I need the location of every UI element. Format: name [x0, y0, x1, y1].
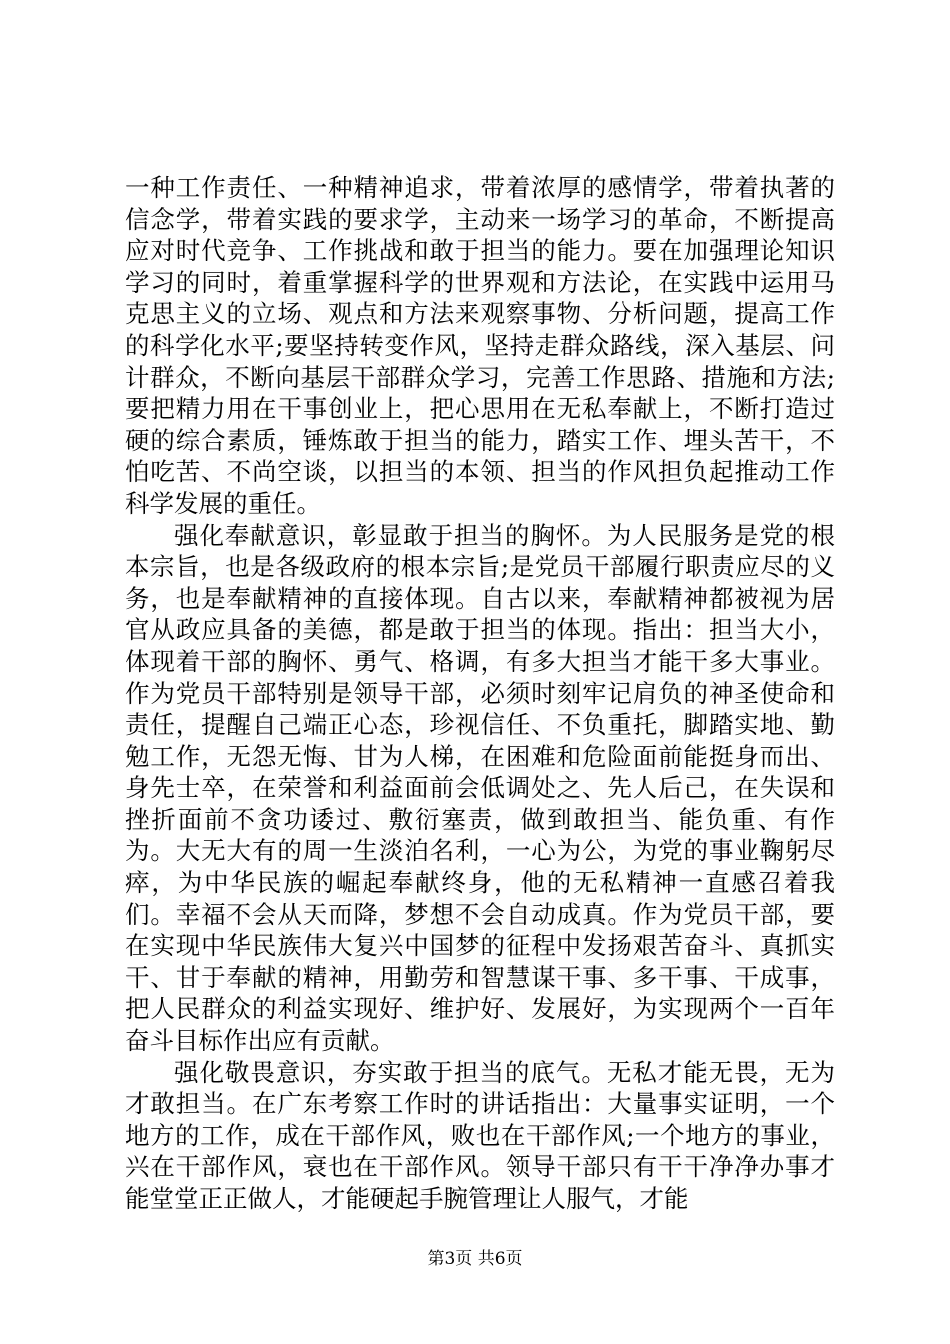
paragraph-2: 强化奉献意识，彰显敢于担当的胸怀。为人民服务是党的根本宗旨，也是各级政府的根本宗旨;是党员干部履行职责应尽的义务，也是奉献精神的直接体现。自古以来，奉献精神都被视为居官从政应具备的美德，都是敢于担当的体现。指出：担当大小，体现着干部的胸怀、勇气、格调，有多大担当才能干多大事业。作为党员干部特别是领导干部，必须时刻牢记肩负的神圣使命和责任，提醒自己端正心态，珍视信任、不负重托，脚踏实地、勤勉工作，无怨无悔、甘为人梯，在困难和危险面前能挺身而出、身先士卒，在荣誉和利益面前会低调处之、先人后己，在失误和挫折面前不贪功诿过、敷衍塞责，做到敢担当、能负重、有作为。大无大有的周一生淡泊名利，一心为公，为党的事业鞠躬尽瘁，为中华民族的崛起奉献终身，他的无私精神一直感召着我们。幸福不会从天而降，梦想不会自动成真。作为党员干部，要在实现中华民族伟大复兴中国梦的征程中发扬艰苦奋斗、真抓实干、甘于奉献的精神，用勤劳和智慧谋干事、多干事、干成事，把人民群众的利益实现好、维护好、发展好，为实现两个一百年奋斗目标作出应有贡献。 — [125, 520, 835, 1056]
paragraph-1: 一种工作责任、一种精神追求，带着浓厚的感情学，带着执著的信念学，带着实践的要求学，主动来一场学习的革命，不断提高应对时代竞争、工作挑战和敢于担当的能力。要在加强理论知识学习的同时，着重掌握科学的世界观和方法论，在实践中运用马克思主义的立场、观点和方法来观察事物、分析问题，提高工作的科学化水平;要坚持转变作风，坚持走群众路线，深入基层、问计群众，不断向基层干部群众学习，完善工作思路、措施和方法;要把精力用在干事创业上，把心思用在无私奉献上，不断打造过硬的综合素质，锤炼敢于担当的能力，踏实工作、埋头苦干，不怕吃苦、不尚空谈，以担当的本领、担当的作风担负起推动工作科学发展的重任。 — [125, 173, 835, 518]
paragraph-3: 强化敬畏意识，夯实敢于担当的底气。无私才能无畏，无为才敢担当。在广东考察工作时的讲话指出：大量事实证明，一个地方的工作，成在干部作风，败也在干部作风;一个地方的事业，兴在干部作风，衰也在干部作风。领导干部只有干干净净办事才能堂堂正正做人，才能硬起手腕管理让人服气，才能 — [125, 1057, 835, 1213]
body-text — [125, 172, 835, 1215]
page-footer: 第3页 共6页 — [427, 1249, 523, 1269]
